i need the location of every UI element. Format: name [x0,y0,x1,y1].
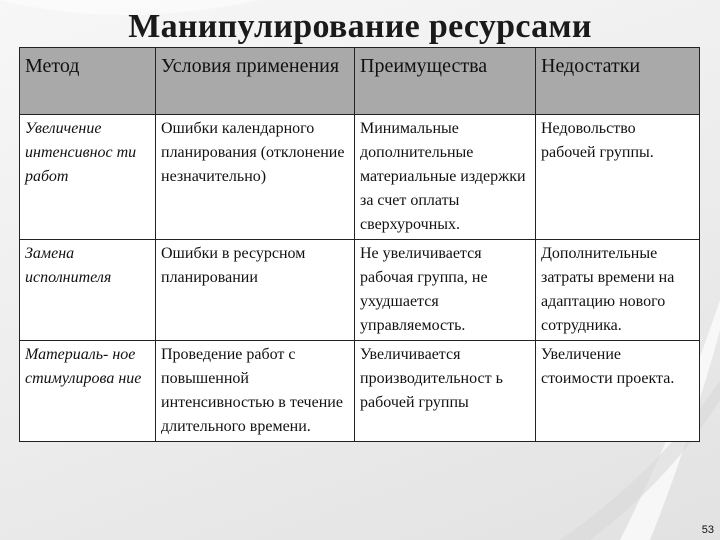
cell-method: Замена исполнителя [20,240,156,341]
table-row [20,240,700,341]
cell-conditions: Ошибки в ресурсном планировании [156,240,355,341]
table-header-row [20,48,700,115]
cell-advantages: Не увеличивается рабочая группа, не ухудшается управляемость. [355,240,536,341]
cell-advantages: Увеличивается производительност ь рабочей группы [355,341,536,442]
header-disadvantages: Недостатки [536,48,700,115]
resource-methods-table [19,47,700,442]
cell-conditions: Ошибки календарного планирования (отклонение незначительно) [156,115,355,240]
slide-title: Манипулирование ресурсами [128,8,592,45]
header-method: Метод [20,48,156,115]
table-row [20,115,700,240]
cell-advantages: Минимальные дополнительные материальные издержки за счет оплаты сверхурочных. [355,115,536,240]
header-advantages: Преимущества [355,48,536,115]
cell-disadvantages: Недовольство рабочей группы. [536,115,700,240]
cell-disadvantages: Увеличение стоимости проекта. [536,341,700,442]
table-row [20,341,700,442]
cell-method: Увеличение интенсивнос ти работ [20,115,156,240]
cell-method: Материаль- ное стимулирова ние [20,341,156,442]
cell-conditions: Проведение работ с повышенной интенсивностью в течение длительного времени. [156,341,355,442]
slide-page-number: 53 [701,524,714,536]
header-conditions: Условия применения [156,48,355,115]
cell-disadvantages: Дополнительные затраты времени на адаптацию нового сотрудника. [536,240,700,341]
